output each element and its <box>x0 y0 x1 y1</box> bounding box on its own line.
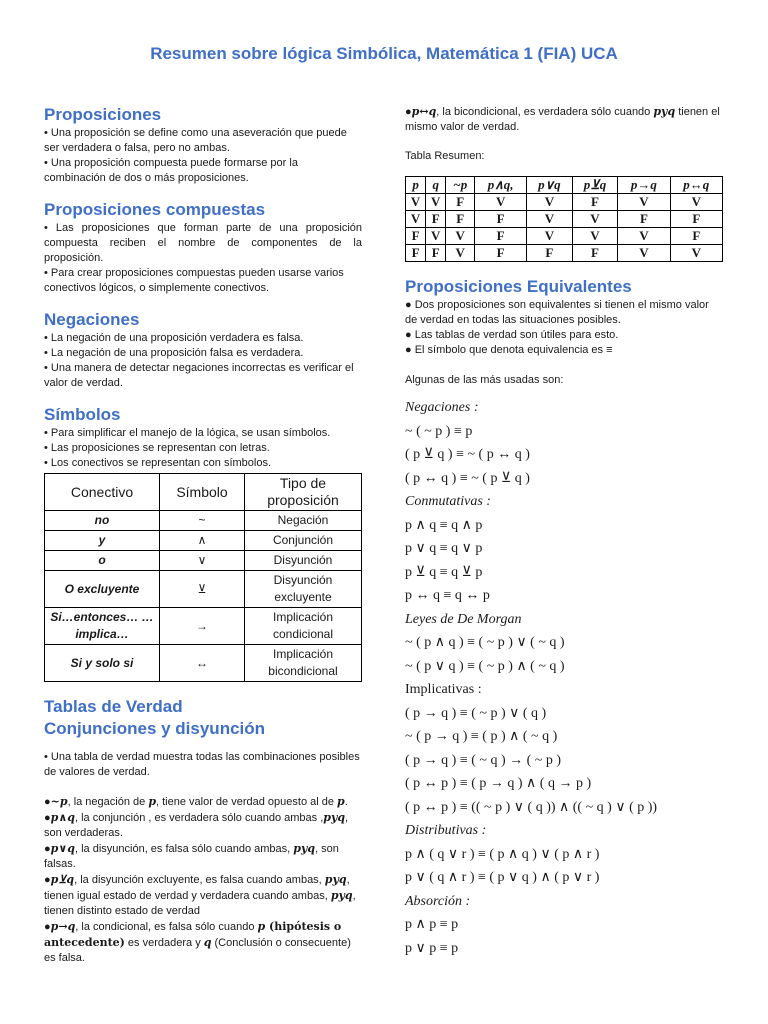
paragraph: • Para crear proposiciones compuestas pueden usarse varios conectivos lógicos, o simplemente conectivos. <box>44 267 344 294</box>
table-cell: F <box>475 211 527 228</box>
math-symbol: pyq <box>330 889 353 902</box>
bicondicional-paragraph <box>405 104 723 135</box>
table-cell: y <box>45 531 160 551</box>
table-cell: F <box>572 194 618 211</box>
table-cell: V <box>670 194 722 211</box>
table-cell: V <box>670 245 722 262</box>
equivalence-formula: p ∨ ( q ∧ r ) ≡ ( p ∨ q ) ∧ ( p ∨ r ) <box>405 870 600 885</box>
paragraph: • Una tabla de verdad muestra todas las combinaciones posibles de valores de verdad. <box>44 751 360 778</box>
paragraph: • La negación de una proposición verdadera es falsa. <box>44 332 304 344</box>
table-cell: F <box>426 211 446 228</box>
table-row <box>45 551 362 571</box>
section-heading-negaciones: Negaciones <box>44 310 140 329</box>
table-cell: V <box>406 211 426 228</box>
equivalence-formula: ~ ( ~ p ) ≡ p <box>405 423 473 439</box>
table-cell: V <box>572 211 618 228</box>
table-cell: F <box>475 245 527 262</box>
table-row <box>45 511 362 531</box>
table-cell: F <box>670 211 722 228</box>
table-cell: ∨ <box>160 551 245 571</box>
paragraph: • Las proposiciones se representan con letras. <box>44 442 270 454</box>
section-body-tablas <box>44 750 362 966</box>
table-cell: Disyunción <box>245 551 362 571</box>
equivalence-group-heading: Absorción : <box>405 893 471 909</box>
table-cell: ↔ <box>160 645 245 682</box>
equivalence-formula: ( p ↔ q ) ≡ ~ ( p ⊻ q ) <box>405 470 530 486</box>
text: , son falsas. <box>44 843 339 870</box>
table-cell: V <box>572 228 618 245</box>
paragraph: ● El símbolo que denota equivalencia es ≡ <box>405 344 613 356</box>
math-symbol: ~p <box>50 795 68 808</box>
section-heading-tablas: Tablas de Verdad <box>44 697 183 716</box>
table-cell: Si y solo si <box>45 645 160 682</box>
table-cell: Conjunción <box>245 531 362 551</box>
table-cell: F <box>670 228 722 245</box>
equivalence-formula: ~ ( p → q ) ≡ ( p ) ∧ ( ~ q ) <box>405 729 558 744</box>
table-header-row <box>406 177 723 194</box>
paragraph-excluyente: ●p⊻q, la disyunción excluyente, es falsa cuando ambas, pyq, tienen igual estado de verdad y verdadera cuando ambas, pyq, tienen distinto estado de verdad <box>44 873 356 917</box>
table-header: Tipo de proposición <box>245 474 362 511</box>
section-body-simbolos <box>44 426 362 471</box>
table-cell: F <box>406 228 426 245</box>
equivalence-formula: p ⊻ q ≡ q ⊻ p <box>405 564 483 580</box>
connectives-table <box>44 473 362 682</box>
math-symbol: pyq <box>324 873 347 886</box>
table-row <box>406 211 723 228</box>
table-header: Símbolo <box>160 474 245 511</box>
paragraph: • Una manera de detectar negaciones incorrectas es verificar el valor de verdad. <box>44 362 354 389</box>
table-cell: F <box>446 211 475 228</box>
text: , la disyunción excluyente, es falsa cuando ambas, <box>74 874 325 886</box>
equivalencias-intro: Algunas de las más usadas son: <box>405 374 564 386</box>
equivalence-formula: p ∧ ( q ∨ r ) ≡ ( p ∧ q ) ∨ ( p ∧ r ) <box>405 846 600 862</box>
math-symbol: p <box>148 795 157 808</box>
section-body-negaciones <box>44 331 362 391</box>
table-cell: V <box>406 194 426 211</box>
text: , la bicondicional, es verdadera sólo cuando <box>436 106 654 118</box>
table-cell: Si…entonces… … implica… <box>45 608 160 645</box>
equivalence-group-heading: Conmutativas : <box>405 494 491 509</box>
table-cell: V <box>527 194 573 211</box>
table-header: p⊻q <box>572 177 618 194</box>
paragraph: ● Las tablas de verdad son útiles para esto. <box>405 329 619 341</box>
equivalence-group-heading: Leyes de De Morgan <box>405 611 522 627</box>
table-cell: V <box>446 228 475 245</box>
paragraph: • La negación de una proposición falsa es verdadera. <box>44 347 304 359</box>
math-symbol: p↔q <box>411 105 437 118</box>
equivalence-group-heading: Distributivas : <box>405 823 487 838</box>
tabla-resumen-label: Tabla Resumen: <box>405 150 485 162</box>
section-heading-proposiciones: Proposiciones <box>44 105 162 124</box>
equivalence-formula: p ∧ p ≡ p <box>405 917 459 932</box>
paragraph-condicional: ●p→q, la condicional, es falsa sólo cuando p (hipótesis o antecedente) es verdadera y q (Conclusión o consecuente) es falsa. <box>44 920 351 964</box>
paragraph-disyuncion: ●p∨q, la disyunción, es falsa sólo cuando ambas, pyq, son falsas. <box>44 842 339 870</box>
table-cell: F <box>527 245 573 262</box>
table-row <box>45 608 362 645</box>
math-symbol: q <box>203 936 212 949</box>
math-symbol: p→q <box>50 920 76 933</box>
table-cell: o <box>45 551 160 571</box>
section-body-compuestas <box>44 221 362 296</box>
equivalence-formula: ( p ⊻ q ) ≡ ~ ( p ↔ q ) <box>405 447 530 462</box>
text-bold: (hipótesis o antecedente) <box>44 920 342 949</box>
table-cell: no <box>45 511 160 531</box>
table-cell: F <box>446 194 475 211</box>
text: (Conclusión o consecuente) es falsa. <box>44 937 351 964</box>
table-cell: Negación <box>245 511 362 531</box>
equivalence-formula: ( p → q ) ≡ ( ~ q ) → ( ~ p ) <box>405 752 562 768</box>
paragraph: ●p↔q, la bicondicional, es verdadera sólo cuando pyq tienen el mismo valor de verdad. <box>405 105 720 133</box>
table-header: q <box>426 177 446 194</box>
table-cell: ~ <box>160 511 245 531</box>
table-cell: F <box>475 228 527 245</box>
equivalence-formula: ~ ( p ∧ q ) ≡ ( ~ p ) ∨ ( ~ q ) <box>405 635 565 650</box>
table-header: p↔q <box>670 177 722 194</box>
equivalence-group-heading: Negaciones : <box>405 400 479 415</box>
table-cell: ⊻ <box>160 571 245 608</box>
table-cell: V <box>446 245 475 262</box>
section-body-proposiciones <box>44 126 362 186</box>
table-row <box>406 228 723 245</box>
paragraph: ● Dos proposiciones son equivalentes si tienen el mismo valor de verdad en todas las situaciones posibles. <box>405 299 709 326</box>
right-column <box>405 104 723 960</box>
table-cell: Implicación bicondicional <box>245 645 362 682</box>
math-symbol: p <box>257 920 266 933</box>
table-row <box>406 194 723 211</box>
equivalence-formula: p ∧ q ≡ q ∧ p <box>405 517 483 533</box>
math-symbol: p∨q <box>50 842 75 855</box>
table-cell: V <box>618 194 670 211</box>
equivalence-formula: p ∨ p ≡ p <box>405 940 459 956</box>
section-subheading-conjunciones: Conjunciones y disyunción <box>44 719 266 738</box>
text: , tiene valor de verdad opuesto al de <box>156 796 338 808</box>
table-header: p <box>406 177 426 194</box>
table-cell: O excluyente <box>45 571 160 608</box>
table-row <box>406 245 723 262</box>
section-heading-equivalentes: Proposiciones Equivalentes <box>405 277 632 296</box>
paragraph: • Los conectivos se representan con símbolos. <box>44 457 272 469</box>
paragraph: • Para simplificar el manejo de la lógica, se usan símbolos. <box>44 427 331 439</box>
equivalence-formula: p ↔ q ≡ q ↔ p <box>405 588 490 603</box>
table-cell: V <box>426 228 446 245</box>
text: , la negación de <box>67 796 149 808</box>
table-row <box>45 645 362 682</box>
math-symbol: pyq <box>293 842 316 855</box>
table-cell: Disyunción excluyente <box>245 571 362 608</box>
equivalence-formula: ( p → q ) ≡ ( ~ p ) ∨ ( q ) <box>405 705 547 721</box>
paragraph: • Una proposición se define como una aseveración que puede ser verdadera o falsa, pero no ambas. <box>44 127 347 154</box>
text: . <box>344 796 348 808</box>
text: , tienen distinto estado de verdad <box>44 890 356 917</box>
table-cell: V <box>527 211 573 228</box>
table-header: p→q <box>618 177 670 194</box>
text: , la conjunción , es verdadera sólo cuando ambas , <box>74 812 324 824</box>
text: tienen el mismo valor de verdad. <box>405 106 720 133</box>
equivalence-formula: ( p ↔ p ) ≡ ( p → q ) ∧ ( q → p ) <box>405 776 592 791</box>
equivalence-formula: ~ ( p ∨ q ) ≡ ( ~ p ) ∧ ( ~ q ) <box>405 658 565 674</box>
table-header: p∧q, <box>475 177 527 194</box>
table-cell: F <box>406 245 426 262</box>
paragraph: • Las proposiciones que forman parte de una proposición compuesta reciben el nombre de componentes de la proposición. <box>44 222 362 264</box>
table-cell: Implicación condicional <box>245 608 362 645</box>
math-symbol: pyq <box>653 105 676 118</box>
table-header-row <box>45 474 362 511</box>
table-cell: F <box>618 211 670 228</box>
table-cell: F <box>426 245 446 262</box>
equivalence-list <box>405 396 723 960</box>
table-cell: V <box>618 228 670 245</box>
section-heading-simbolos: Símbolos <box>44 405 121 424</box>
math-symbol: pyq <box>323 811 346 824</box>
text: , tienen igual estado de verdad y verdadera cuando ambas, <box>44 874 350 902</box>
text: , son verdaderas. <box>44 812 349 839</box>
truth-table <box>405 176 723 262</box>
math-symbol: p∧q <box>50 811 75 824</box>
equivalence-formula: p ∨ q ≡ q ∨ p <box>405 541 483 556</box>
section-heading-compuestas: Proposiciones compuestas <box>44 200 266 219</box>
table-row <box>45 531 362 551</box>
table-cell: V <box>426 194 446 211</box>
table-cell: → <box>160 608 245 645</box>
table-cell: V <box>475 194 527 211</box>
table-row <box>45 571 362 608</box>
text: , la disyunción, es falsa sólo cuando ambas, <box>74 843 294 855</box>
table-cell: V <box>618 245 670 262</box>
table-header: Conectivo <box>45 474 160 511</box>
table-header: p∨q <box>527 177 573 194</box>
equivalence-formula: ( p ↔ p ) ≡ (( ~ p ) ∨ ( q )) ∧ (( ~ q ) ∨ ( p )) <box>405 799 658 815</box>
table-cell: ∧ <box>160 531 245 551</box>
left-column <box>44 104 362 966</box>
equivalence-group-heading: Implicativas : <box>405 682 482 697</box>
text: es verdadera y <box>124 937 204 949</box>
paragraph-negacion: ●~p, la negación de p, tiene valor de verdad opuesto al de p. <box>44 795 348 808</box>
math-symbol: p <box>337 795 345 808</box>
paragraph-conjuncion: ●p∧q, la conjunción , es verdadera sólo cuando ambas ,pyq, son verdaderas. <box>44 811 349 839</box>
paragraph: • Una proposición compuesta puede formarse por la combinación de dos o más proposiciones. <box>44 157 298 184</box>
math-symbol: p⊻q <box>50 873 75 886</box>
table-cell: V <box>527 228 573 245</box>
page-title: Resumen sobre lógica Simbólica, Matemática 1 (FIA) UCA <box>150 44 618 63</box>
section-body-equivalentes <box>405 298 723 358</box>
table-header: ~p <box>446 177 475 194</box>
text: , la condicional, es falsa sólo cuando <box>75 921 258 933</box>
table-cell: F <box>572 245 618 262</box>
